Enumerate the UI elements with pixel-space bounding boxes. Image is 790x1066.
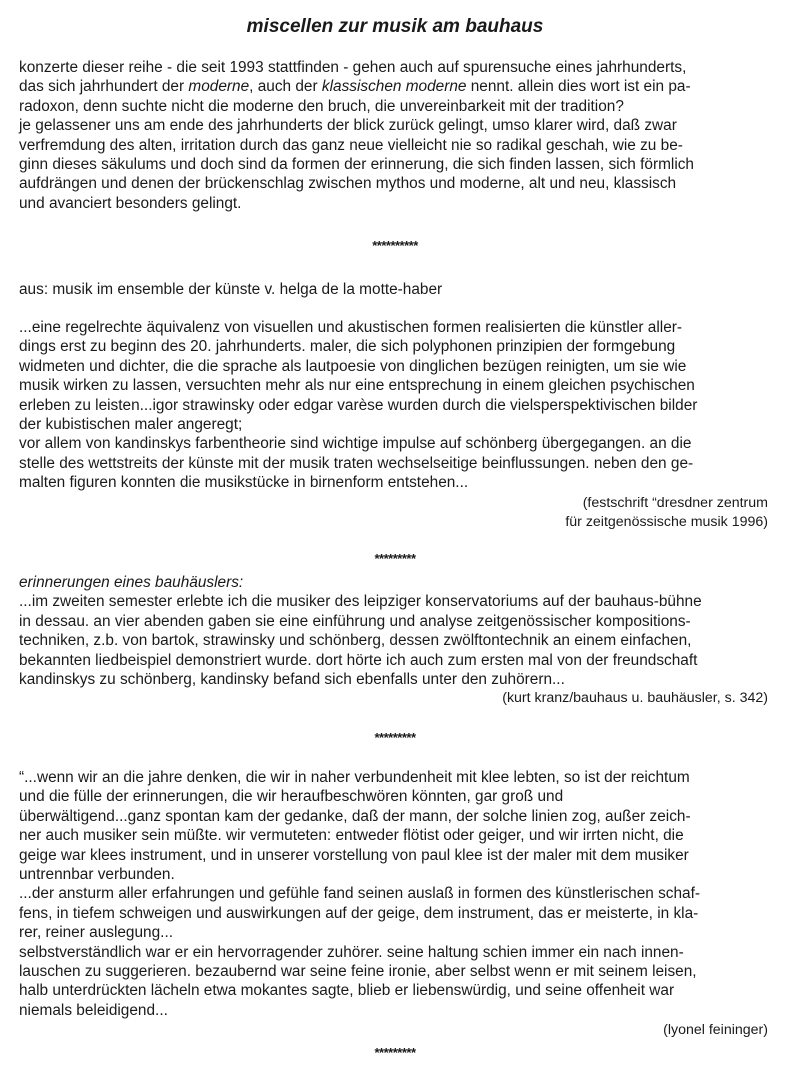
separator: ********* — [374, 730, 416, 745]
citation-line: (lyonel feininger) — [663, 1022, 768, 1038]
section-heading: erinnerungen eines bauhäuslers: — [19, 574, 244, 591]
text-line: das sich jahrhundert der moderne, auch der klassischen moderne nennt. allein dies wort ist ein pa- — [19, 78, 691, 96]
page-title: miscellen zur musik am bauhaus — [246, 16, 544, 37]
text-line: dings erst zu beginn des 20. jahrhunderts. maler, die sich polyphonen prinzipien der formgebung — [19, 338, 676, 356]
source-citation — [663, 1021, 768, 1040]
intro-paragraph — [19, 58, 769, 213]
text-line: radoxon, denn suchte nicht die moderne den bruch, die unvereinbarkeit mit der tradition? — [19, 97, 624, 115]
text-line: niemals beleidigend... — [19, 1001, 168, 1019]
text-line: malten figuren konnten die musikstücke in birnenform entstehen... — [19, 474, 469, 492]
separator: ********* — [374, 1045, 416, 1060]
text-line: und avanciert besonders gelingt. — [19, 194, 242, 212]
text-line: stelle des wettstreits der künste mit der musik traten wechselseitige beinflussungen. neben den ge- — [19, 454, 694, 472]
text-line: rer, reiner auslegung... — [19, 924, 173, 942]
text-line: je gelassener uns am ende des jahrhunderts der blick zurück gelingt, umso klarer wird, daß zwar — [19, 117, 677, 135]
text-line: untrennbar verbunden. — [19, 866, 175, 884]
text-line: in dessau. an vier abenden gaben sie eine einführung und analyse zeitgenössischer kompositions- — [19, 612, 691, 630]
citation-line: (kurt kranz/bauhaus u. bauhäusler, s. 342) — [502, 690, 768, 706]
text-line: “...wenn wir an die jahre denken, die wir in naher verbundenheit mit klee lebten, so ist der reichtum — [19, 769, 690, 786]
text-line: der kubistischen maler angeregt; — [19, 416, 243, 434]
quote-paragraph — [19, 318, 769, 493]
source-citation — [502, 689, 768, 708]
emphasis: moderne — [188, 78, 250, 96]
citation-line: (festschrift “dresdner zentrum — [582, 495, 768, 511]
text-line: bekannten liedbeispiel demonstriert wurde. dort hörte ich auch zum ersten mal von der freundschaft — [19, 651, 698, 669]
separator: ********** — [372, 238, 418, 253]
text-line: widmeten und dichter, die die sprache als lautpoesie von dinglichen bezügen reinigten, um sie wie — [19, 357, 687, 375]
text-line: halb unterdrückten lächeln etwa mokantes sagte, blieb er liebenswürdig, und seine offenheit war — [19, 982, 675, 1000]
text-line: geige war klees instrument, und in unserer vorstellung von paul klee ist der maler mit dem musiker — [19, 846, 689, 864]
section-heading: aus: musik im ensemble der künste v. helga de la motte-haber — [19, 281, 443, 298]
text-line: ...der ansturm aller erfahrungen und gefühle fand seinen auslaß in formen des künstlerischen schaf- — [19, 885, 700, 903]
text-line: fens, in tiefem schweigen und auswirkungen auf der geige, dem instrument, das er meisterte, in kla- — [19, 904, 699, 922]
text-line: ginn dieses säkulums und doch sind da formen der erinnerung, die sich finden lassen, sich förmlich — [19, 156, 694, 174]
source-citation — [565, 494, 768, 532]
quote-paragraph — [19, 573, 769, 689]
text-line: vor allem von kandinskys farbentheorie sind wichtige impulse auf schönberg übergegangen. an die — [19, 435, 692, 453]
text-line: lauschen zu suggerieren. bezaubernd war seine feine ironie, aber selbst wenn er mit seinem leisen, — [19, 963, 697, 981]
text-line: ner auch musiker sein müßte. wir vermuteten: entweder flötist oder geiger, und wir irrten nicht, die — [19, 827, 684, 845]
text-line: kandinskys zu schönberg, kandinsky befand sich ebenfalls unter den zuhörern... — [19, 671, 565, 689]
text-line: aufdrängen und denen der brückenschlag zwischen mythos und moderne, alt und neu, klassisch — [19, 175, 677, 193]
text-line: und die fülle der erinnerungen, die wir heraufbeschwören könnten, gar groß und — [19, 788, 564, 806]
text-line: musik wirken zu lassen, versuchten mehr als nur eine entsprechung in einem gleichen psychischen — [19, 377, 695, 395]
text-line: selbstverständlich war er ein hervorragender zuhörer. seine haltung schien immer ein nach innen- — [19, 943, 684, 961]
text-line: erleben zu leisten...igor strawinsky oder edgar varèse wurden durch die vielsperspektivischen bilder — [19, 396, 698, 414]
emphasis: klassischen moderne — [321, 78, 467, 96]
text-line: verfremdung des alten, irritation durch das ganz neue vielleicht nie so radikal geschah, wie zu be- — [19, 136, 683, 154]
text-line: techniken, z.b. von bartok, strawinsky und schönberg, dessen zwölftontechnik an einem einfachen, — [19, 632, 692, 650]
text-line: überwältigend...ganz spontan kam der gedanke, daß der mann, der solche linien zog, außer zeich- — [19, 807, 691, 825]
text-line: konzerte dieser reihe - die seit 1993 stattfinden - gehen auch auf spurensuche eines jahrhunderts, — [19, 59, 687, 76]
citation-line: für zeitgenössische musik 1996) — [565, 514, 768, 530]
text-line: ...im zweiten semester erlebte ich die musiker des leipziger konservatoriums auf der bauhaus-bühne — [19, 593, 702, 611]
quote-paragraph — [19, 768, 769, 1020]
text-line: ...eine regelrechte äquivalenz von visuellen und akustischen formen realisierten die künstler aller- — [19, 319, 683, 336]
separator: ********* — [374, 551, 416, 566]
